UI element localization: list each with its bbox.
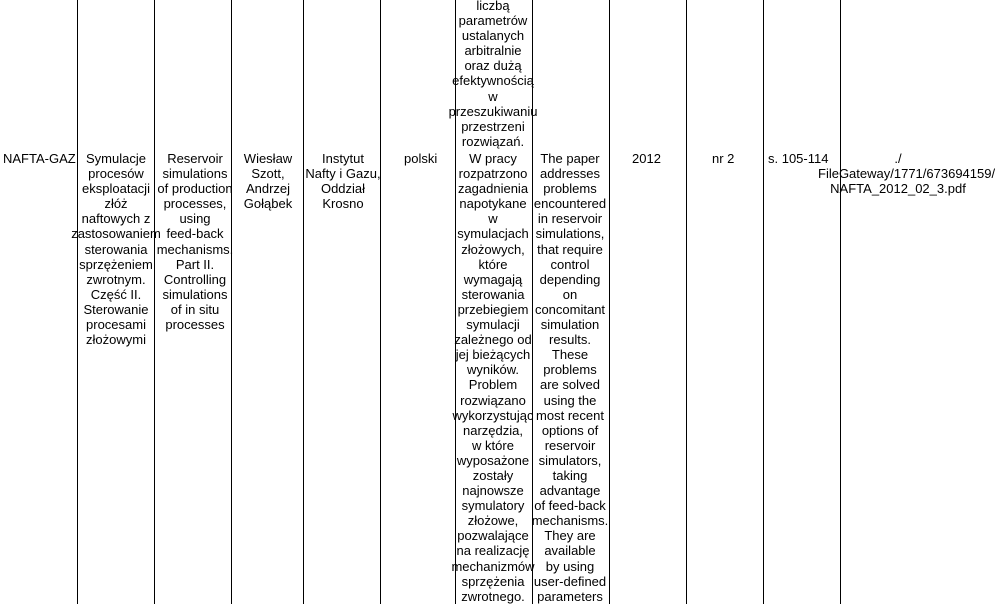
cell-text-line: Gołąbek xyxy=(243,196,293,212)
cell-text-line: Oddział xyxy=(320,181,366,197)
cell-text-line: problems xyxy=(543,181,597,197)
authors-cell xyxy=(228,151,308,211)
cell-text-line: przeszukiwaniu xyxy=(448,103,538,119)
cell-text-line: zależnego od xyxy=(454,332,532,348)
cell-text-line: zwrotnym. xyxy=(86,271,146,287)
file-link-cell[interactable] xyxy=(818,151,995,197)
cell-text-line: w które xyxy=(472,437,514,453)
language-cell: polski xyxy=(404,151,438,166)
cell-text-line: Symulacje xyxy=(86,151,146,166)
cell-text-line: arbitralnie xyxy=(464,43,522,59)
cell-text-line: sterowania xyxy=(84,241,148,257)
cell-text-line: parameters xyxy=(537,588,603,604)
cell-text-line: of production xyxy=(157,181,233,197)
cell-text-line: złożowe, xyxy=(467,513,519,529)
cell-text-line: Controlling xyxy=(163,271,227,287)
cell-text-line: wykorzystując xyxy=(452,407,534,423)
cell-text-line: symulacjach xyxy=(457,226,529,242)
cell-text-line: oraz dużą xyxy=(464,58,522,74)
cell-text-line: sterowania xyxy=(461,286,525,302)
cell-text-line: using xyxy=(179,211,211,227)
cell-text-line: symulatory xyxy=(461,498,525,514)
cell-text-line: napotykane xyxy=(459,196,527,212)
institution-cell xyxy=(300,151,386,211)
cell-text-line: simulations xyxy=(162,286,228,302)
cell-text-line: The paper xyxy=(540,151,600,166)
cell-text-line: They are xyxy=(544,528,596,544)
cell-text-line: liczbą xyxy=(476,0,510,13)
cell-text-line: procesami xyxy=(86,317,146,333)
cell-text-line: symulacji xyxy=(466,317,520,333)
cell-text-line: in reservoir xyxy=(537,211,603,227)
cell-text-line: depending xyxy=(539,271,601,287)
cell-text-line: procesów xyxy=(88,166,144,182)
column-divider xyxy=(303,0,304,604)
cell-text-line: Reservoir xyxy=(167,151,223,166)
cell-text-line: using the xyxy=(543,392,597,408)
cell-text-line: These xyxy=(551,347,589,363)
cell-text-line: zwrotnego. xyxy=(461,588,525,604)
cell-text-line: Wiesław xyxy=(243,151,293,166)
column-divider xyxy=(840,0,841,604)
cell-text-line: simulators, xyxy=(538,452,602,468)
cell-text-line: jej bieżących xyxy=(455,347,531,363)
cell-text-line: feed-back xyxy=(166,226,224,242)
cell-text-line: reservoir xyxy=(544,437,596,453)
cell-text-line: of feed-back xyxy=(534,498,606,514)
cell-text-line: parametrów xyxy=(458,13,528,29)
cell-text-line: eksploatacji xyxy=(82,181,150,197)
cell-text-line: NAFTA_2012_02_3.pdf xyxy=(830,181,966,197)
cell-text-line: W pracy xyxy=(469,151,517,166)
cell-text-line: simulations, xyxy=(535,226,605,242)
column-divider xyxy=(380,0,381,604)
journal-cell: NAFTA-GAZ xyxy=(3,151,76,166)
cell-text-line: mechanisms. xyxy=(531,513,609,529)
cell-text-line: zastosowaniem xyxy=(71,226,161,242)
cell-text-line: mechanizmów xyxy=(451,558,535,574)
cell-text-line: wyników. xyxy=(466,362,520,378)
cell-text-line: zagadnienia xyxy=(457,181,529,197)
cell-text-line: FileGateway/1771/673694159/ xyxy=(818,166,995,182)
abstract-pl-top-cell xyxy=(443,0,543,149)
cell-text-line: ./ xyxy=(894,151,902,166)
cell-text-line: ustalanych xyxy=(461,28,525,44)
cell-text-line: on xyxy=(562,286,578,302)
cell-text-line: narzędzia, xyxy=(463,422,523,438)
cell-text-line: naftowych z xyxy=(81,211,151,227)
cell-text-line: sprzężenia xyxy=(461,573,525,589)
cell-text-line: of in situ xyxy=(170,301,220,317)
cell-text-line: w xyxy=(488,211,498,227)
cell-text-line: rozwiązań. xyxy=(461,133,525,149)
column-divider xyxy=(763,0,764,604)
cell-text-line: wyposażone xyxy=(456,452,530,468)
cell-text-line: Part II. xyxy=(175,256,215,272)
cell-text-line: that require xyxy=(537,241,603,257)
cell-text-line: concomitant xyxy=(534,301,606,317)
cell-text-line: simulations xyxy=(162,166,228,182)
cell-text-line: are solved xyxy=(540,377,600,393)
cell-text-line: available xyxy=(544,543,596,559)
cell-text-line: Część II. xyxy=(90,286,142,302)
cell-text-line: results. xyxy=(549,332,591,348)
cell-text-line: most recent xyxy=(536,407,604,423)
cell-text-line: user-defined xyxy=(533,573,607,589)
cell-text-line: wymagają xyxy=(463,271,523,287)
cell-text-line: advantage xyxy=(539,483,601,499)
cell-text-line: processes, xyxy=(163,196,227,212)
cell-text-line: przebiegiem xyxy=(457,301,529,317)
cell-text-line: na realizację xyxy=(456,543,530,559)
cell-text-line: Nafty i Gazu, xyxy=(305,166,381,182)
cell-text-line: Sterowanie xyxy=(83,301,149,317)
cell-text-line: encountered xyxy=(533,196,607,212)
cell-text-line: Krosno xyxy=(322,196,364,212)
cell-text-line: zostały xyxy=(472,467,514,483)
cell-text-line: najnowsze xyxy=(462,483,524,499)
cell-text-line: processes xyxy=(165,317,225,333)
cell-text-line: rozwiązano xyxy=(460,392,526,408)
cell-text-line: Andrzej xyxy=(245,181,291,197)
cell-text-line: pozwalające xyxy=(457,528,529,544)
cell-text-line: przestrzeni xyxy=(461,118,525,134)
issue-cell: nr 2 xyxy=(712,151,735,166)
cell-text-line: addresses xyxy=(540,166,600,182)
cell-text-line: control xyxy=(550,256,590,272)
cell-text-line: problems xyxy=(543,362,597,378)
cell-text-line: options of xyxy=(541,422,599,438)
cell-text-line: efektywnością xyxy=(452,73,534,89)
cell-text-line: w xyxy=(488,88,498,104)
cell-text-line: złożowych, xyxy=(461,241,525,257)
cell-text-line: które xyxy=(478,256,508,272)
abstract-en-cell xyxy=(520,151,620,604)
pages-cell: s. 105-114 xyxy=(768,151,829,166)
cell-text-line: Instytut xyxy=(322,151,364,166)
cell-text-line: by using xyxy=(545,558,595,574)
cell-text-line: mechanisms. xyxy=(156,241,234,257)
year-cell: 2012 xyxy=(632,151,661,166)
column-divider xyxy=(686,0,687,604)
cell-text-line: taking xyxy=(552,467,588,483)
cell-text-line: złóż xyxy=(104,196,128,212)
cell-text-line: Problem xyxy=(468,377,518,393)
cell-text-line: Szott, xyxy=(251,166,285,182)
cell-text-line: simulation xyxy=(540,317,600,333)
cell-text-line: rozpatrzono xyxy=(458,166,528,182)
cell-text-line: złożowymi xyxy=(86,332,146,348)
cell-text-line: sprzężeniem xyxy=(79,256,153,272)
